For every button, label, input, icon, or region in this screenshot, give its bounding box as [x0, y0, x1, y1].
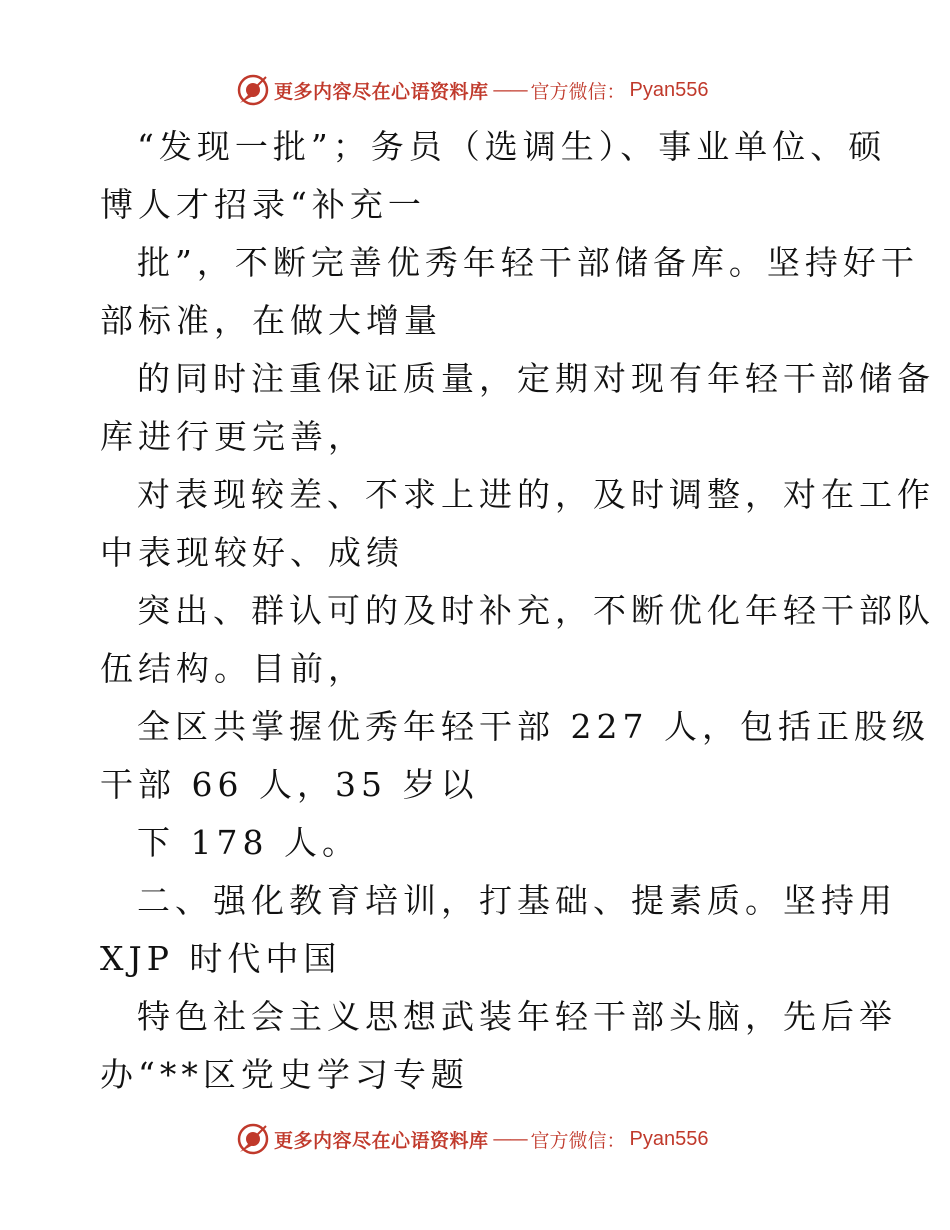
body-line: XJP 时代中国: [100, 939, 342, 978]
body-line: 库进行更完善，: [100, 417, 366, 456]
body-line: 中表现较好、成绩: [100, 533, 404, 572]
watermark-main-text: 更多内容尽在心语资料库: [274, 1129, 489, 1152]
body-line: 突出、群认可的及时补充，不断优化年轻干部队: [137, 591, 935, 630]
watermark-label: 官方微信：: [530, 80, 626, 103]
body-line: 下 178 人。: [137, 823, 360, 862]
body-line: 批”，不断完善优秀年轻干部储备库。坚持好干: [137, 243, 919, 282]
pen-logo-icon: [236, 73, 270, 107]
body-line: 干部 66 人，35 岁以: [100, 765, 479, 804]
watermark-label: 官方微信：: [530, 1129, 626, 1152]
body-line: 的同时注重保证质量，定期对现有年轻干部储备: [137, 359, 935, 398]
watermark-dash: ——: [492, 79, 527, 101]
body-line: 全区共掌握优秀年轻干部 227 人，包括正股级: [137, 707, 930, 746]
watermark-dash: ——: [492, 1128, 527, 1150]
body-line: 伍结构。目前，: [100, 649, 366, 688]
watermark-header: [236, 73, 709, 107]
watermark-id: Pyan556: [629, 1127, 709, 1150]
body-line: 对表现较差、不求上进的，及时调整，对在工作: [137, 475, 935, 514]
body-line: 特色社会主义思想武装年轻干部头脑，先后举: [137, 997, 897, 1036]
pen-logo-icon: [236, 1122, 270, 1156]
watermark-main-text: 更多内容尽在心语资料库: [274, 80, 489, 103]
body-line: 二、强化教育培训，打基础、提素质。坚持用: [137, 881, 897, 920]
document-body: [100, 118, 935, 1104]
watermark-id: Pyan556: [629, 78, 709, 101]
watermark-footer: [236, 1122, 709, 1156]
body-line: “发现一批”；务员（选调生）、事业单位、硕: [137, 127, 887, 166]
body-line: 博人才招录“补充一: [100, 185, 426, 224]
body-line: 部标准，在做大增量: [100, 301, 442, 340]
body-line: 办“**区党史学习专题: [100, 1055, 469, 1094]
